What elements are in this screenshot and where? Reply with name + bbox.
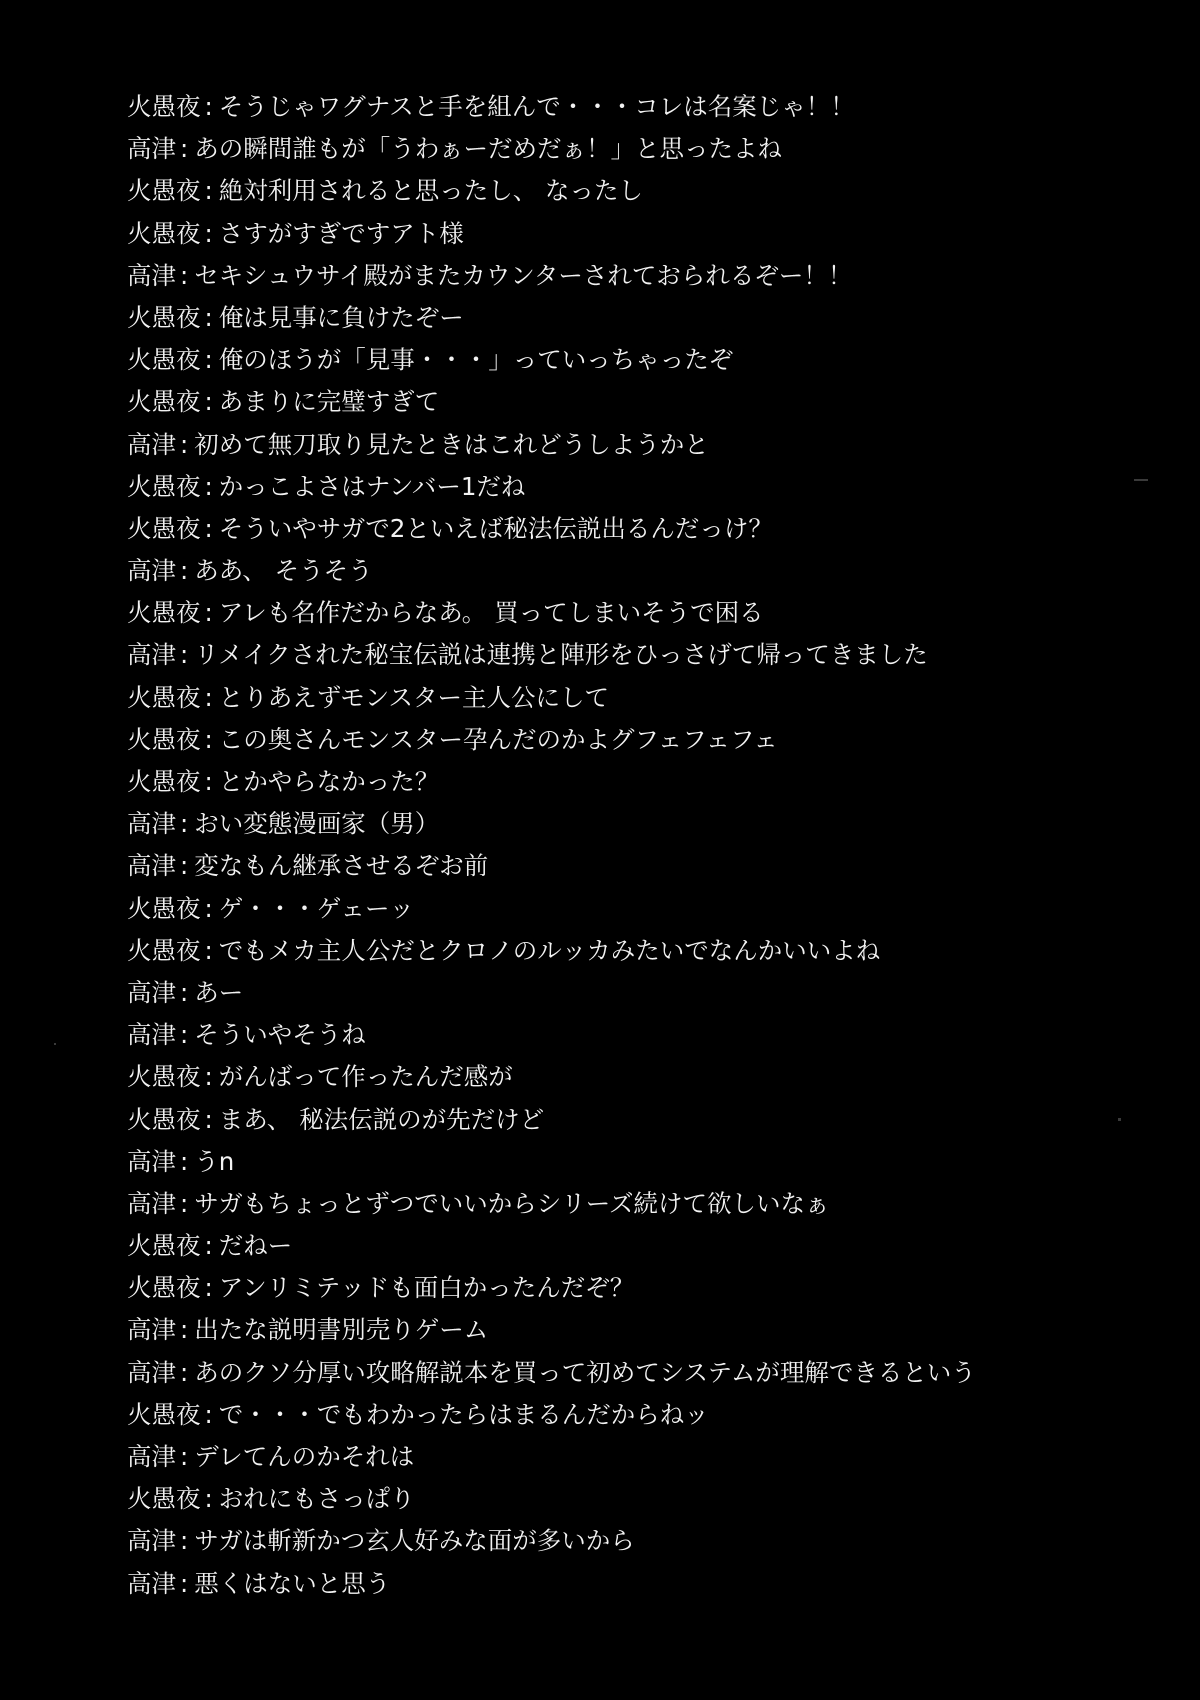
dialogue-text: あの瞬間誰もが「うわぁーだめだぁ！」と思ったよね [194,134,783,164]
speaker-separator: : [180,1442,189,1471]
speaker-name: 高津 [127,1146,176,1176]
speaker-separator: : [204,387,213,417]
dialogue-line [127,1056,1127,1098]
dialogue-text: おれにもさっぱり [218,1484,415,1514]
speaker-name: 火愚夜 [127,1484,201,1514]
dialogue-text: アンリミテッドも面白かったんだぞ？ [218,1273,635,1303]
speaker-separator: : [180,134,189,164]
dialogue-text: あのクソ分厚い攻略解説本を買って初めてシステムが理解できるという [194,1357,976,1387]
speaker-name: 火愚夜 [127,598,201,628]
dialogue-line [127,297,1127,339]
speaker-name: 火愚夜 [127,471,201,501]
speaker-name: 火愚夜 [127,682,201,712]
speaker-separator: : [180,1315,189,1345]
dialogue-text: うn [194,1146,235,1176]
speaker-name: 高津 [127,1526,176,1556]
dialogue-text: 出たな説明書別売りゲーム [194,1315,489,1345]
speaker-name: 高津 [127,640,176,670]
dialogue-text: あまりに完璧すぎて [218,387,440,417]
dialogue-line [127,339,1127,381]
dialogue-line [127,424,1127,466]
dialogue-line [127,1099,1127,1141]
dialogue-text: で・・・でもわかったらはまるんだからねッ [218,1399,709,1429]
dialogue-line [127,1436,1127,1478]
speaker-name: 火愚夜 [127,893,201,923]
speaker-name: 高津 [127,556,176,586]
speaker-name: 火愚夜 [127,345,201,375]
dialogue-line [127,677,1127,719]
dialogue-line [127,213,1127,255]
speaker-separator: : [180,1568,189,1598]
dialogue-text: そういやサガで2といえば秘法伝説出るんだっけ？ [218,513,773,543]
dialogue-line [127,1141,1127,1183]
speaker-separator: : [180,1357,189,1387]
speaker-name: 火愚夜 [127,302,201,332]
dialogue-text: サガもちょっとずつでいいからシリーズ続けて欲しいなぁ [194,1188,830,1218]
dialogue-line [127,255,1127,297]
dialogue-line [127,719,1127,761]
speaker-separator: : [204,1484,213,1514]
speaker-name: 火愚夜 [127,1062,201,1092]
speaker-name: 高津 [127,134,176,164]
dialogue-line [127,1183,1127,1225]
speaker-name: 火愚夜 [127,724,201,754]
speaker-name: 高津 [127,1188,176,1218]
dialogue-text: この奥さんモンスター孕んだのかよグフェフェフェ [218,724,778,754]
dialogue-text: そうじゃワグナスと手を組んで・・・コレは名案じゃ！！ [218,92,855,121]
speaker-separator: : [180,977,189,1007]
speaker-separator: : [204,513,213,543]
dialogue-line [127,1520,1127,1562]
speaker-separator: : [204,302,213,332]
dialogue-text: おい変態漫画家（男） [194,809,440,839]
dialogue-line [127,888,1127,930]
speaker-separator: : [180,429,189,459]
speaker-name: 火愚夜 [127,92,201,121]
speaker-separator: : [204,935,213,965]
dialogue-text: とりあえずモンスター主人公にして [218,682,610,712]
speaker-name: 高津 [127,977,176,1007]
speaker-name: 火愚夜 [127,218,201,248]
speaker-name: 火愚夜 [127,935,201,965]
speaker-name: 高津 [127,1020,176,1050]
dialogue-line [127,170,1127,212]
speaker-name: 高津 [127,1315,176,1345]
speaker-separator: : [204,345,213,375]
scan-speck [54,1043,56,1045]
speaker-separator: : [204,92,213,121]
speaker-separator: : [204,1273,213,1303]
dialogue-line [127,761,1127,803]
dialogue-text: さすがすぎですアト様 [218,218,464,248]
speaker-name: 火愚夜 [127,767,201,796]
speaker-name: 火愚夜 [127,176,201,206]
dialogue-text: 初めて無刀取り見たときはこれどうしようかと [194,429,709,459]
speaker-name: 高津 [127,1568,176,1598]
dialogue-line [127,1309,1127,1351]
dialogue-text: 悪くはないと思う [194,1568,391,1598]
speaker-name: 高津 [127,851,176,881]
speaker-separator: : [180,851,189,881]
dialogue-text: だねー [218,1231,293,1261]
dialogue-text: 絶対利用されると思ったし、 なったし [218,176,644,206]
speaker-separator: : [204,218,213,248]
speaker-separator: : [180,1526,189,1556]
speaker-separator: : [204,1231,213,1261]
dialogue-line [127,128,1127,170]
scan-speck [1134,479,1148,481]
speaker-separator: : [204,724,213,754]
speaker-separator: : [204,1104,213,1134]
dialogue-text: 俺は見事に負けたぞー [218,302,464,332]
speaker-name: 高津 [127,1442,176,1471]
speaker-separator: : [180,1188,189,1218]
speaker-separator: : [204,1399,213,1429]
speaker-separator: : [204,682,213,712]
speaker-separator: : [204,1062,213,1092]
dialogue-text: セキシュウサイ殿がまたカウンターされておられるぞー！！ [194,260,853,290]
dialogue-text: アレも名作だからなあ。 買ってしまいそうで困る [218,598,764,628]
dialogue-line [127,1352,1127,1394]
speaker-separator: : [204,767,213,796]
speaker-separator: : [204,176,213,206]
speaker-separator: : [180,640,189,670]
dialogue-text: デレてんのかそれは [194,1442,415,1471]
dialogue-line [127,845,1127,887]
dialogue-text: リメイクされた秘宝伝説は連携と陣形をひっさげて帰ってきました [194,640,928,670]
dialogue-text: とかやらなかった？ [218,767,440,796]
dialogue-line [127,1394,1127,1436]
dialogue-text: がんばって作ったんだ感が [218,1062,513,1092]
dialogue-line [127,1563,1127,1605]
dialogue-text: 変なもん継承させるぞお前 [194,851,489,881]
dialogue-line [127,381,1127,423]
speaker-name: 火愚夜 [127,1399,201,1429]
speaker-name: 高津 [127,429,176,459]
scan-speck [1118,1118,1121,1121]
dialogue-text: あー [194,977,244,1007]
dialogue-text: そういやそうね [194,1020,366,1050]
dialogue-line [127,592,1127,634]
speaker-name: 高津 [127,1357,176,1387]
speaker-separator: : [204,598,213,628]
dialogue-text: ああ、 そうそう [194,556,373,586]
dialogue-text: 俺のほうが「見事・・・」っていっちゃったぞ [218,345,734,375]
speaker-separator: : [180,260,189,290]
dialogue-text: でもメカ主人公だとクロノのルッカみたいでなんかいいよね [218,935,881,965]
speaker-separator: : [180,809,189,839]
speaker-name: 火愚夜 [127,1104,201,1134]
dialogue-line [127,972,1127,1014]
dialogue-text: かっこよさはナンバー1だね [218,471,526,501]
speaker-name: 火愚夜 [127,513,201,543]
dialogue-line [127,1225,1127,1267]
dialogue-line [127,466,1127,508]
speaker-separator: : [180,1146,189,1176]
dialogue-line [127,508,1127,550]
speaker-name: 高津 [127,809,176,839]
dialogue-text: まあ、 秘法伝説のが先だけど [218,1104,545,1134]
dialogue-line [127,1478,1127,1520]
dialogue-line [127,86,1127,128]
dialogue-line [127,550,1127,592]
dialogue-text: ゲ・・・ゲェーッ [218,893,415,923]
dialogue-line [127,803,1127,845]
speaker-name: 火愚夜 [127,387,201,417]
speaker-separator: : [180,1020,189,1050]
dialogue-transcript [127,86,1127,1605]
speaker-separator: : [180,556,189,586]
dialogue-text: サガは斬新かつ玄人好みな面が多いから [194,1526,635,1556]
dialogue-line [127,1267,1127,1309]
speaker-separator: : [204,471,213,501]
speaker-name: 高津 [127,260,176,290]
speaker-name: 火愚夜 [127,1231,201,1261]
dialogue-line [127,930,1127,972]
speaker-name: 火愚夜 [127,1273,201,1303]
speaker-separator: : [204,893,213,923]
dialogue-line [127,634,1127,676]
dialogue-line [127,1014,1127,1056]
